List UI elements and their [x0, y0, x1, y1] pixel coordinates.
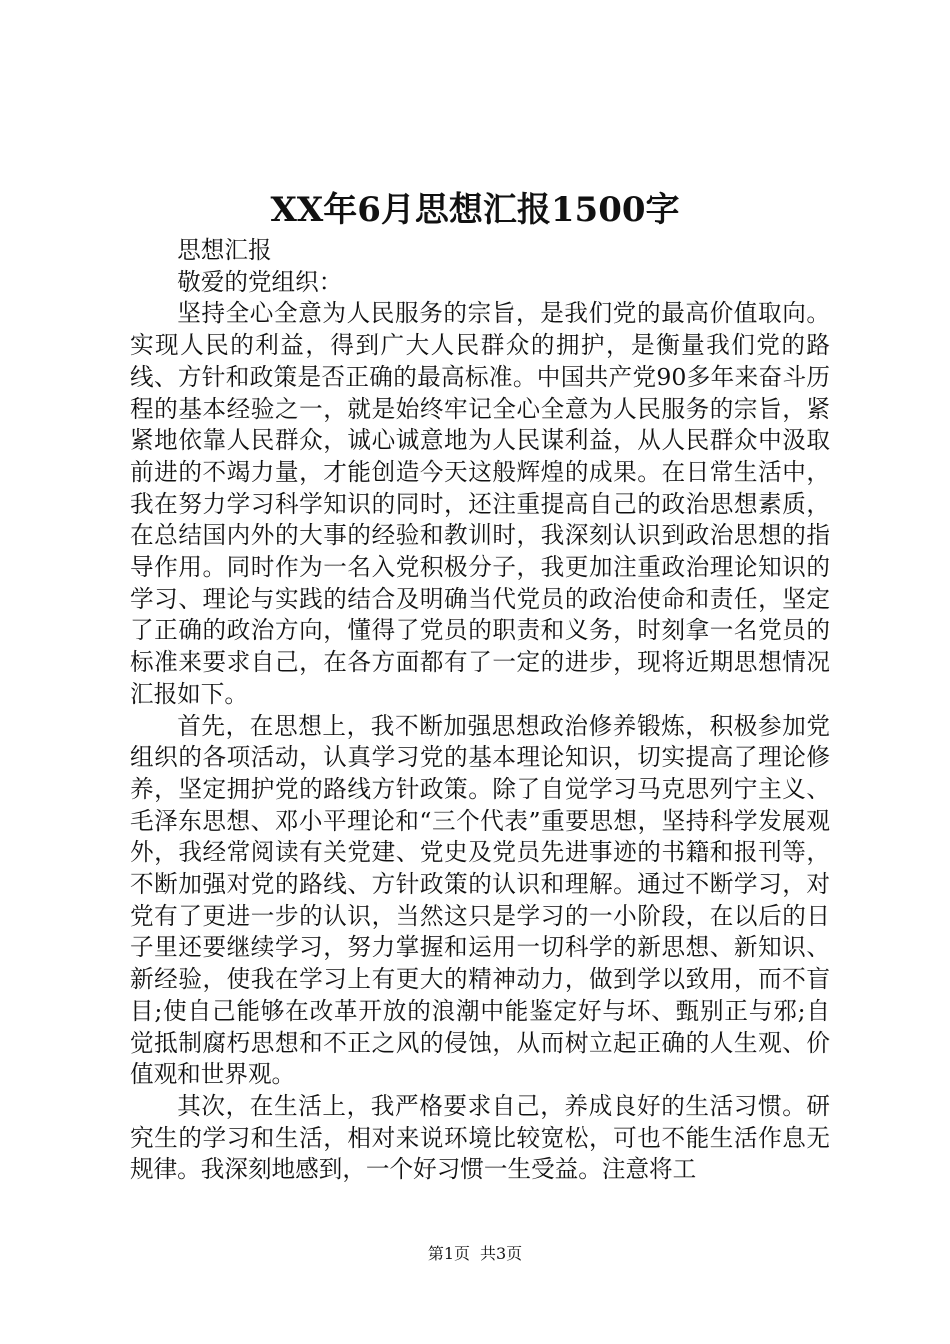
paragraph-life: 其次，在生活上，我严格要求自己，养成良好的生活习惯。研究生的学习和生活，相对来说环境比较宽松，可也不能生活作息无规律。我深刻地感到，一个好习惯一生受益。注意将工 [130, 1091, 830, 1184]
document-body [130, 235, 830, 1186]
paragraph-intro: 坚持全心全意为人民服务的宗旨，是我们党的最高价值取向。实现人民的利益，得到广大人民群众的拥护，是衡量我们党的路线、方针和政策是否正确的最高标准。中国共产党90多年来奋斗历程的基本经验之一，就是始终牢记全心全意为人民服务的宗旨，紧紧地依靠人民群众，诚心诚意地为人民谋利益，从人民群众中汲取前进的不竭力量，才能创造今天这般辉煌的成果。在日常生活中，我在努力学习科学知识的同时，还注重提高自己的政治思想素质，在总结国内外的大事的经验和教训时，我深刻认识到政治思想的指导作用。同时作为一名入党积极分子，我更加注重政治理论知识的学习、理论与实践的结合及明确当代党员的政治使命和责任，坚定了正确的政治方向，懂得了党员的职责和义务，时刻拿一名党员的标准来要求自己，在各方面都有了一定的进步，现将近期思想情况汇报如下。 [130, 299, 830, 708]
page-total: 共3页 [480, 1244, 523, 1263]
document-title: XX年6月思想汇报1500字 [270, 190, 680, 230]
page-footer [0, 1243, 950, 1265]
page-number: 第1页 [427, 1244, 470, 1263]
paragraph-salutation: 敬爱的党组织： [177, 267, 343, 296]
paragraph-heading: 思想汇报 [177, 236, 272, 264]
paragraph-thought: 首先，在思想上，我不断加强思想政治修养锻炼，积极参加党组织的各项活动，认真学习党的基本理论知识，切实提高了理论修养，坚定拥护党的路线方针政策。除了自觉学习马克思列宁主义、毛泽东思想、邓小平理论和“三个代表”重要思想，坚持科学发展观外，我经常阅读有关党建、党史及党员先进事迹的书籍和报刊等，不断加强对党的路线、方针政策的认识和理解。通过不断学习，对党有了更进一步的认识，当然这只是学习的一小阶段，在以后的日子里还要继续学习，努力掌握和运用一切科学的新思想、新知识、新经验，使我在学习上有更大的精神动力，做到学以致用，而不盲目;使自己能够在改革开放的浪潮中能鉴定好与坏、甄别正与邪;自觉抵制腐朽思想和不正之风的侵蚀，从而树立起正确的人生观、价值观和世界观。 [130, 711, 830, 1089]
